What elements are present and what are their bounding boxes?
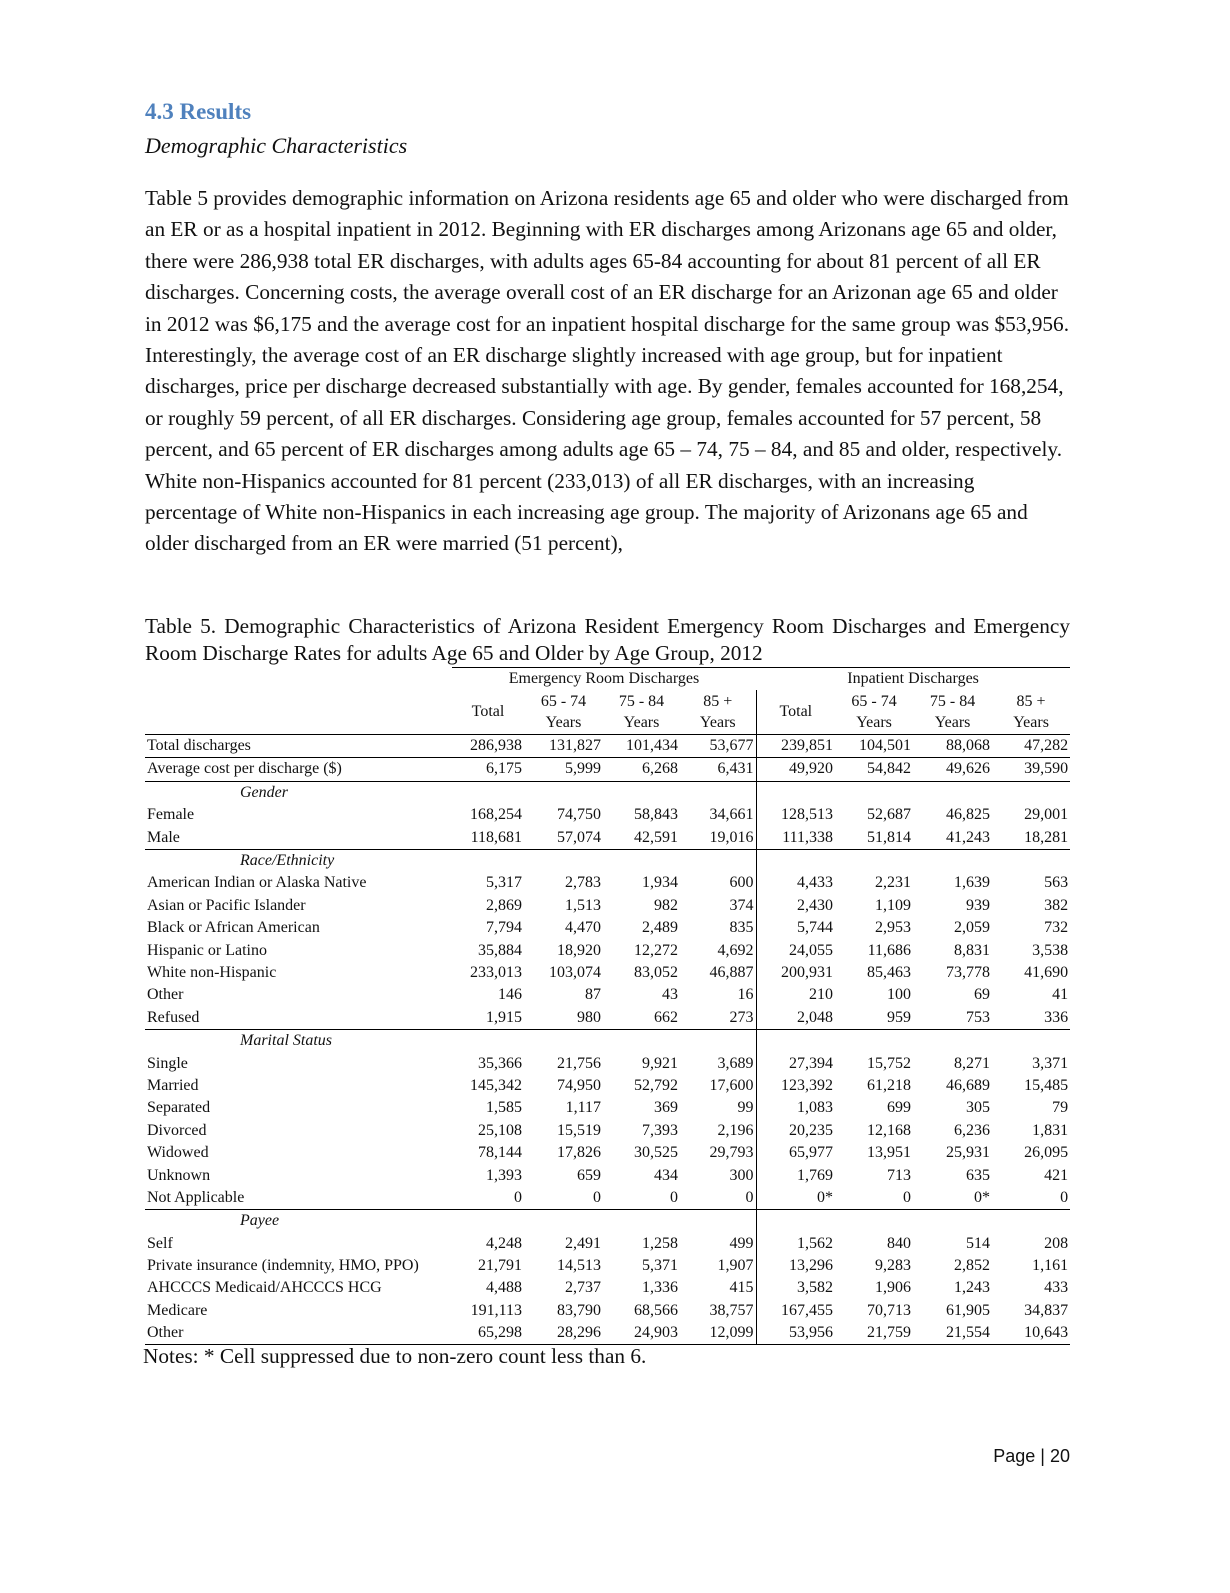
section-title: Race/Ethnicity xyxy=(145,849,452,872)
table-cell: 74,950 xyxy=(557,1076,601,1094)
table-cell: 20,235 xyxy=(789,1121,834,1139)
table-cell: 5,999 xyxy=(524,758,603,781)
table-cell: 2,783 xyxy=(565,874,601,892)
table-cell: 34,837 xyxy=(1024,1301,1069,1319)
section-title: Payee xyxy=(145,1210,452,1233)
table-cell: 2,737 xyxy=(565,1279,601,1297)
column-header-line2: Years xyxy=(623,713,660,731)
table-cell: 1,083 xyxy=(797,1099,834,1117)
row-label: Male xyxy=(145,826,452,849)
table-row xyxy=(145,895,1070,917)
table-cell: 305 xyxy=(966,1099,991,1117)
row-label: Married xyxy=(147,1076,199,1094)
table-cell: 659 xyxy=(577,1166,601,1184)
table-cell: 10,643 xyxy=(992,1322,1070,1345)
table-cell: 78,144 xyxy=(478,1144,522,1162)
table-cell: 87 xyxy=(585,986,601,1004)
table-cell: 0* xyxy=(756,1187,835,1210)
table-cell: 61,218 xyxy=(867,1076,912,1094)
page-footer: Page | 20 xyxy=(993,1446,1070,1466)
column-header xyxy=(452,690,524,735)
table-cell: 1,934 xyxy=(642,874,678,892)
table-cell: 24,055 xyxy=(789,941,834,959)
table-cell: 49,920 xyxy=(756,758,835,781)
table-cell: 168,254 xyxy=(470,806,522,824)
table-cell: 982 xyxy=(654,896,678,914)
table-cell: 2,231 xyxy=(875,874,912,892)
column-header-line1: 65 - 74 xyxy=(540,692,587,710)
table-group-header-row xyxy=(145,668,1070,690)
table-cell: 11,686 xyxy=(867,941,912,959)
table-row xyxy=(145,1007,1070,1030)
column-header xyxy=(835,690,913,735)
table-cell: 3,371 xyxy=(1032,1054,1069,1072)
table-cell: 514 xyxy=(966,1234,991,1252)
table-row xyxy=(145,984,1070,1006)
row-label: AHCCCS Medicaid/AHCCCS HCG xyxy=(147,1279,382,1297)
table-cell: 101,434 xyxy=(626,737,678,755)
table-row xyxy=(145,1120,1070,1142)
table-row xyxy=(145,1255,1070,1277)
table-cell: 70,713 xyxy=(867,1301,912,1319)
column-header-line2: Years xyxy=(545,713,582,731)
table-cell: 18,281 xyxy=(992,826,1070,849)
table-cell: 233,013 xyxy=(470,963,522,981)
table-cell: 18,920 xyxy=(557,941,601,959)
table-cell: 52,687 xyxy=(867,806,912,824)
row-label: Not Applicable xyxy=(145,1187,452,1210)
row-label: Average cost per discharge ($) xyxy=(145,758,452,781)
table-cell: 2,953 xyxy=(875,919,912,937)
table-cell: 239,851 xyxy=(781,737,834,755)
column-header-line2: Years xyxy=(856,713,892,731)
table-cell: 28,296 xyxy=(524,1322,603,1345)
table-cell: 34,661 xyxy=(680,804,756,826)
row-label: Female xyxy=(147,806,195,824)
table-cell: 73,778 xyxy=(946,963,991,981)
table-cell: 52,792 xyxy=(634,1076,678,1094)
table-cell: 753 xyxy=(913,1007,992,1030)
column-header-line2: Years xyxy=(699,713,736,731)
table-cell: 39,590 xyxy=(992,758,1070,781)
table-cell: 0 xyxy=(992,1187,1070,1210)
table-body xyxy=(145,734,1070,1345)
table-cell: 61,905 xyxy=(946,1301,991,1319)
row-label: Private insurance (indemnity, HMO, PPO) xyxy=(147,1257,419,1275)
table-cell: 4,433 xyxy=(797,874,834,892)
table-cell: 210 xyxy=(809,986,834,1004)
table-cell: 103,074 xyxy=(549,963,601,981)
table-cell: 54,842 xyxy=(835,758,913,781)
table-cell: 980 xyxy=(524,1007,603,1030)
table-cell: 374 xyxy=(680,895,756,917)
table-cell: 85,463 xyxy=(867,963,912,981)
table-row xyxy=(145,1232,1070,1254)
table-cell: 19,016 xyxy=(680,826,756,849)
table-row xyxy=(145,826,1070,849)
table-cell: 300 xyxy=(680,1164,756,1186)
table-cell: 131,827 xyxy=(549,737,601,755)
table-cell: 65,298 xyxy=(452,1322,524,1345)
table-cell: 2,430 xyxy=(797,896,834,914)
table-row xyxy=(145,734,1070,757)
table-cell: 2,196 xyxy=(680,1120,756,1142)
table-cell: 15,519 xyxy=(557,1121,601,1139)
table-row xyxy=(145,1322,1070,1345)
row-label: Separated xyxy=(147,1099,211,1117)
row-label: Asian or Pacific Islander xyxy=(147,896,306,914)
table-cell: 58,843 xyxy=(634,806,678,824)
table-cell: 128,513 xyxy=(781,806,834,824)
table-cell: 146 xyxy=(498,986,522,1004)
table-cell: 17,826 xyxy=(557,1144,601,1162)
table-cell: 46,825 xyxy=(946,806,991,824)
group-header-inpatient: Inpatient Discharges xyxy=(756,668,1070,690)
table-cell: 4,488 xyxy=(486,1279,522,1297)
table-cell: 29,001 xyxy=(1024,806,1069,824)
table-cell: 29,793 xyxy=(680,1142,756,1164)
table-cell: 14,513 xyxy=(557,1257,601,1275)
table-cell: 6,431 xyxy=(680,758,756,781)
row-label: Divorced xyxy=(147,1121,207,1139)
table-cell: 1,243 xyxy=(954,1279,991,1297)
table-row xyxy=(145,758,1070,781)
table-cell: 47,282 xyxy=(1024,737,1069,755)
table-cell: 88,068 xyxy=(946,737,991,755)
column-header xyxy=(603,690,680,735)
table-row xyxy=(145,1075,1070,1097)
intro-paragraph: Table 5 provides demographic information on Arizona residents age 65 and older who were discharged from an ER or as a hospital inpatient in 2012. Beginning with ER discharges among Arizonans age 65 and older, there were 286,938 total ER discharges, with adults ages 65-84 accounting for about 81 percent of all ER discharges. Concerning costs, the average overall cost of an ER discharge for an Arizonan age 65 and older in 2012 was $6,175 and the average cost for an inpatient hospital discharge for the same group was $53,956. Interestingly, the average cost of an ER discharge slightly increased with age group, but for inpatient discharges, price per discharge decreased substantially with age. By gender, females accounted for 168,254, or roughly 59 percent, of all ER discharges. Considering age group, females accounted for 57 percent, 58 percent, and 65 percent of ER discharges among adults age 65 – 74, 75 – 84, and 85 and older, respectively. White non-Hispanics accounted for 81 percent (233,013) of all ER discharges, with an increasing percentage of White non-Hispanics in each increasing age group. The majority of Arizonans age 65 and older discharged from an ER were married (51 percent), xyxy=(145,186,1070,556)
row-label: Widowed xyxy=(147,1144,209,1162)
column-header-line1: 75 - 84 xyxy=(618,692,665,710)
table-cell: 1,161 xyxy=(1032,1257,1069,1275)
table-caption: Table 5. Demographic Characteristics of Arizona Resident Emergency Room Discharges and Emergency Room Discharge Rates for adults Age 65 and Older by Age Group, 2012 xyxy=(145,614,1070,665)
table-cell: 840 xyxy=(887,1234,912,1252)
table-cell: 5,371 xyxy=(642,1257,678,1275)
table-cell: 1,562 xyxy=(797,1234,834,1252)
table-cell: 2,869 xyxy=(486,896,522,914)
group-header-er: Emergency Room Discharges xyxy=(452,668,756,690)
table-cell: 4,470 xyxy=(565,919,601,937)
table-cell: 118,681 xyxy=(452,826,524,849)
table-row xyxy=(145,1142,1070,1164)
table-cell: 662 xyxy=(603,1007,680,1030)
table-cell: 0 xyxy=(835,1187,913,1210)
table-cell: 9,283 xyxy=(875,1257,912,1275)
table-cell: 83,790 xyxy=(557,1301,601,1319)
subsection-heading: Demographic Characteristics xyxy=(145,133,408,158)
table-row xyxy=(145,939,1070,961)
table-cell: 1,258 xyxy=(642,1234,678,1252)
table-notes: Notes: * Cell suppressed due to non-zero count less than 6. xyxy=(143,1344,647,1368)
table-cell: 1,585 xyxy=(486,1099,522,1117)
table-cell: 123,392 xyxy=(781,1076,834,1094)
column-header-line1: 75 - 84 xyxy=(929,692,976,710)
row-label: Refused xyxy=(145,1007,452,1030)
row-label: Total discharges xyxy=(147,737,251,755)
table-cell: 369 xyxy=(654,1099,678,1117)
table-cell: 0 xyxy=(603,1187,680,1210)
table-row xyxy=(145,872,1070,894)
table-row xyxy=(145,917,1070,939)
table-cell: 1,117 xyxy=(565,1099,601,1117)
section-row xyxy=(145,1029,1070,1052)
table-cell: 15,752 xyxy=(867,1054,912,1072)
table-row xyxy=(145,962,1070,984)
table-row xyxy=(145,1277,1070,1299)
row-label: Unknown xyxy=(147,1166,211,1184)
row-label: Single xyxy=(147,1054,188,1072)
table-cell: 30,525 xyxy=(634,1144,678,1162)
table-cell: 1,109 xyxy=(875,896,912,914)
table-cell: 415 xyxy=(680,1277,756,1299)
column-header-line1: 85 + xyxy=(1016,692,1046,710)
table-cell: 6,175 xyxy=(452,758,524,781)
table-cell: 12,099 xyxy=(680,1322,756,1345)
table-cell: 499 xyxy=(680,1232,756,1254)
table-cell: 382 xyxy=(1044,896,1069,914)
table-cell: 434 xyxy=(654,1166,678,1184)
table-cell: 5,744 xyxy=(797,919,834,937)
table-cell: 208 xyxy=(1044,1234,1069,1252)
demographics-table xyxy=(145,667,1070,1345)
table-cell: 713 xyxy=(887,1166,912,1184)
table-cell: 27,394 xyxy=(789,1054,834,1072)
table-cell: 74,750 xyxy=(557,806,601,824)
row-label: Other xyxy=(147,986,184,1004)
table-cell: 99 xyxy=(680,1097,756,1119)
table-row xyxy=(145,1164,1070,1186)
column-header-line1: 85 + xyxy=(703,692,733,710)
table-cell: 9,921 xyxy=(642,1054,678,1072)
table-row xyxy=(145,1300,1070,1322)
table-cell: 1,915 xyxy=(452,1007,524,1030)
table-cell: 42,591 xyxy=(603,826,680,849)
table-cell: 49,626 xyxy=(913,758,992,781)
table-cell: 1,769 xyxy=(797,1166,834,1184)
column-header xyxy=(913,690,992,735)
table-cell: 53,956 xyxy=(756,1322,835,1345)
row-label: Black or African American xyxy=(147,919,320,937)
table-cell: 939 xyxy=(966,896,991,914)
table-column-header-row xyxy=(145,690,1070,735)
table-cell: 3,689 xyxy=(680,1052,756,1074)
table-cell: 600 xyxy=(680,872,756,894)
table-cell: 69 xyxy=(974,986,991,1004)
column-header xyxy=(756,690,835,735)
table-cell: 635 xyxy=(966,1166,991,1184)
table-cell: 4,248 xyxy=(486,1234,522,1252)
table-cell: 421 xyxy=(1044,1166,1069,1184)
table-row xyxy=(145,1187,1070,1210)
table-cell: 21,756 xyxy=(557,1054,601,1072)
row-label: Self xyxy=(147,1234,173,1252)
table-cell: 41,690 xyxy=(1024,963,1069,981)
table-cell: 21,554 xyxy=(913,1322,992,1345)
table-cell: 51,814 xyxy=(835,826,913,849)
table-cell: 68,566 xyxy=(634,1301,678,1319)
table-cell: 0 xyxy=(524,1187,603,1210)
section-heading: 4.3 Results xyxy=(145,99,252,124)
table-cell: 699 xyxy=(887,1099,912,1117)
table-cell: 6,236 xyxy=(954,1121,991,1139)
table-cell: 43 xyxy=(662,986,678,1004)
row-label: White non-Hispanic xyxy=(147,963,277,981)
table-cell: 167,455 xyxy=(781,1301,834,1319)
table-cell: 2,059 xyxy=(954,919,991,937)
table-cell: 41 xyxy=(1052,986,1069,1004)
table-cell: 2,491 xyxy=(565,1234,601,1252)
table-cell: 26,095 xyxy=(1024,1144,1069,1162)
table-cell: 7,794 xyxy=(486,919,522,937)
table-cell: 25,108 xyxy=(478,1121,522,1139)
table-cell: 3,582 xyxy=(797,1279,834,1297)
row-label: Hispanic or Latino xyxy=(147,941,267,959)
table-cell: 433 xyxy=(1044,1279,1069,1297)
table-cell: 273 xyxy=(680,1007,756,1030)
column-header-line1: 65 - 74 xyxy=(851,692,897,710)
column-header-line2: Years xyxy=(1013,713,1049,731)
table-cell: 83,052 xyxy=(634,963,678,981)
table-cell: 21,759 xyxy=(835,1322,913,1345)
table-cell: 15,485 xyxy=(1024,1076,1069,1094)
column-header xyxy=(992,690,1070,735)
table-cell: 4,692 xyxy=(680,939,756,961)
table-cell: 563 xyxy=(1044,874,1069,892)
table-cell: 17,600 xyxy=(680,1075,756,1097)
table-cell: 100 xyxy=(887,986,912,1004)
table-cell: 13,296 xyxy=(789,1257,834,1275)
table-cell: 46,689 xyxy=(946,1076,991,1094)
column-header-line1: Total xyxy=(779,703,813,721)
table-cell: 24,903 xyxy=(603,1322,680,1345)
section-row xyxy=(145,1210,1070,1233)
table-cell: 8,271 xyxy=(954,1054,991,1072)
table-cell: 286,938 xyxy=(470,737,522,755)
table-cell: 12,272 xyxy=(634,941,678,959)
table-cell: 1,906 xyxy=(875,1279,912,1297)
table-cell: 1,336 xyxy=(642,1279,678,1297)
table-cell: 2,852 xyxy=(954,1257,991,1275)
table-cell: 65,977 xyxy=(789,1144,834,1162)
table-cell: 35,884 xyxy=(478,941,522,959)
table-cell: 732 xyxy=(1044,919,1069,937)
table-cell: 104,501 xyxy=(859,737,912,755)
table-cell: 336 xyxy=(992,1007,1070,1030)
table-cell: 53,677 xyxy=(680,734,756,757)
column-header-line2: Years xyxy=(934,713,971,731)
column-header xyxy=(524,690,603,735)
table-cell: 8,831 xyxy=(954,941,991,959)
table-cell: 57,074 xyxy=(524,826,603,849)
column-header xyxy=(680,690,756,735)
table-cell: 13,951 xyxy=(867,1144,912,1162)
table-cell: 959 xyxy=(835,1007,913,1030)
table-cell: 35,366 xyxy=(478,1054,522,1072)
table-cell: 21,791 xyxy=(478,1257,522,1275)
table-cell: 0 xyxy=(452,1187,524,1210)
table-cell: 38,757 xyxy=(680,1300,756,1322)
table-cell: 2,048 xyxy=(756,1007,835,1030)
table-cell: 1,831 xyxy=(1032,1121,1069,1139)
table-cell: 79 xyxy=(1052,1099,1069,1117)
table-cell: 7,393 xyxy=(642,1121,678,1139)
table-cell: 6,268 xyxy=(603,758,680,781)
table-cell: 46,887 xyxy=(680,962,756,984)
section-title: Gender xyxy=(145,781,452,804)
table-row xyxy=(145,804,1070,826)
table-cell: 1,393 xyxy=(486,1166,522,1184)
table-cell: 5,317 xyxy=(486,874,522,892)
table-row xyxy=(145,1052,1070,1074)
column-header-line1: Total xyxy=(471,703,505,721)
table-cell: 25,931 xyxy=(946,1144,991,1162)
section-row xyxy=(145,781,1070,804)
table-row xyxy=(145,1097,1070,1119)
table-cell: 2,489 xyxy=(642,919,678,937)
section-title: Marital Status xyxy=(145,1029,452,1052)
table-cell: 16 xyxy=(680,984,756,1006)
table-cell: 1,907 xyxy=(680,1255,756,1277)
row-label: Other xyxy=(145,1322,452,1345)
table-cell: 145,342 xyxy=(470,1076,522,1094)
table-cell: 191,113 xyxy=(470,1301,522,1319)
table-cell: 0* xyxy=(913,1187,992,1210)
table-cell: 200,931 xyxy=(781,963,834,981)
section-row xyxy=(145,849,1070,872)
table-cell: 1,639 xyxy=(954,874,991,892)
table-cell: 41,243 xyxy=(913,826,992,849)
table-cell: 3,538 xyxy=(1032,941,1069,959)
table-cell: 0 xyxy=(680,1187,756,1210)
row-label: American Indian or Alaska Native xyxy=(147,874,367,892)
table-cell: 111,338 xyxy=(756,826,835,849)
table-cell: 1,513 xyxy=(565,896,601,914)
table-cell: 12,168 xyxy=(867,1121,912,1139)
table-cell: 835 xyxy=(680,917,756,939)
row-label: Medicare xyxy=(147,1301,208,1319)
